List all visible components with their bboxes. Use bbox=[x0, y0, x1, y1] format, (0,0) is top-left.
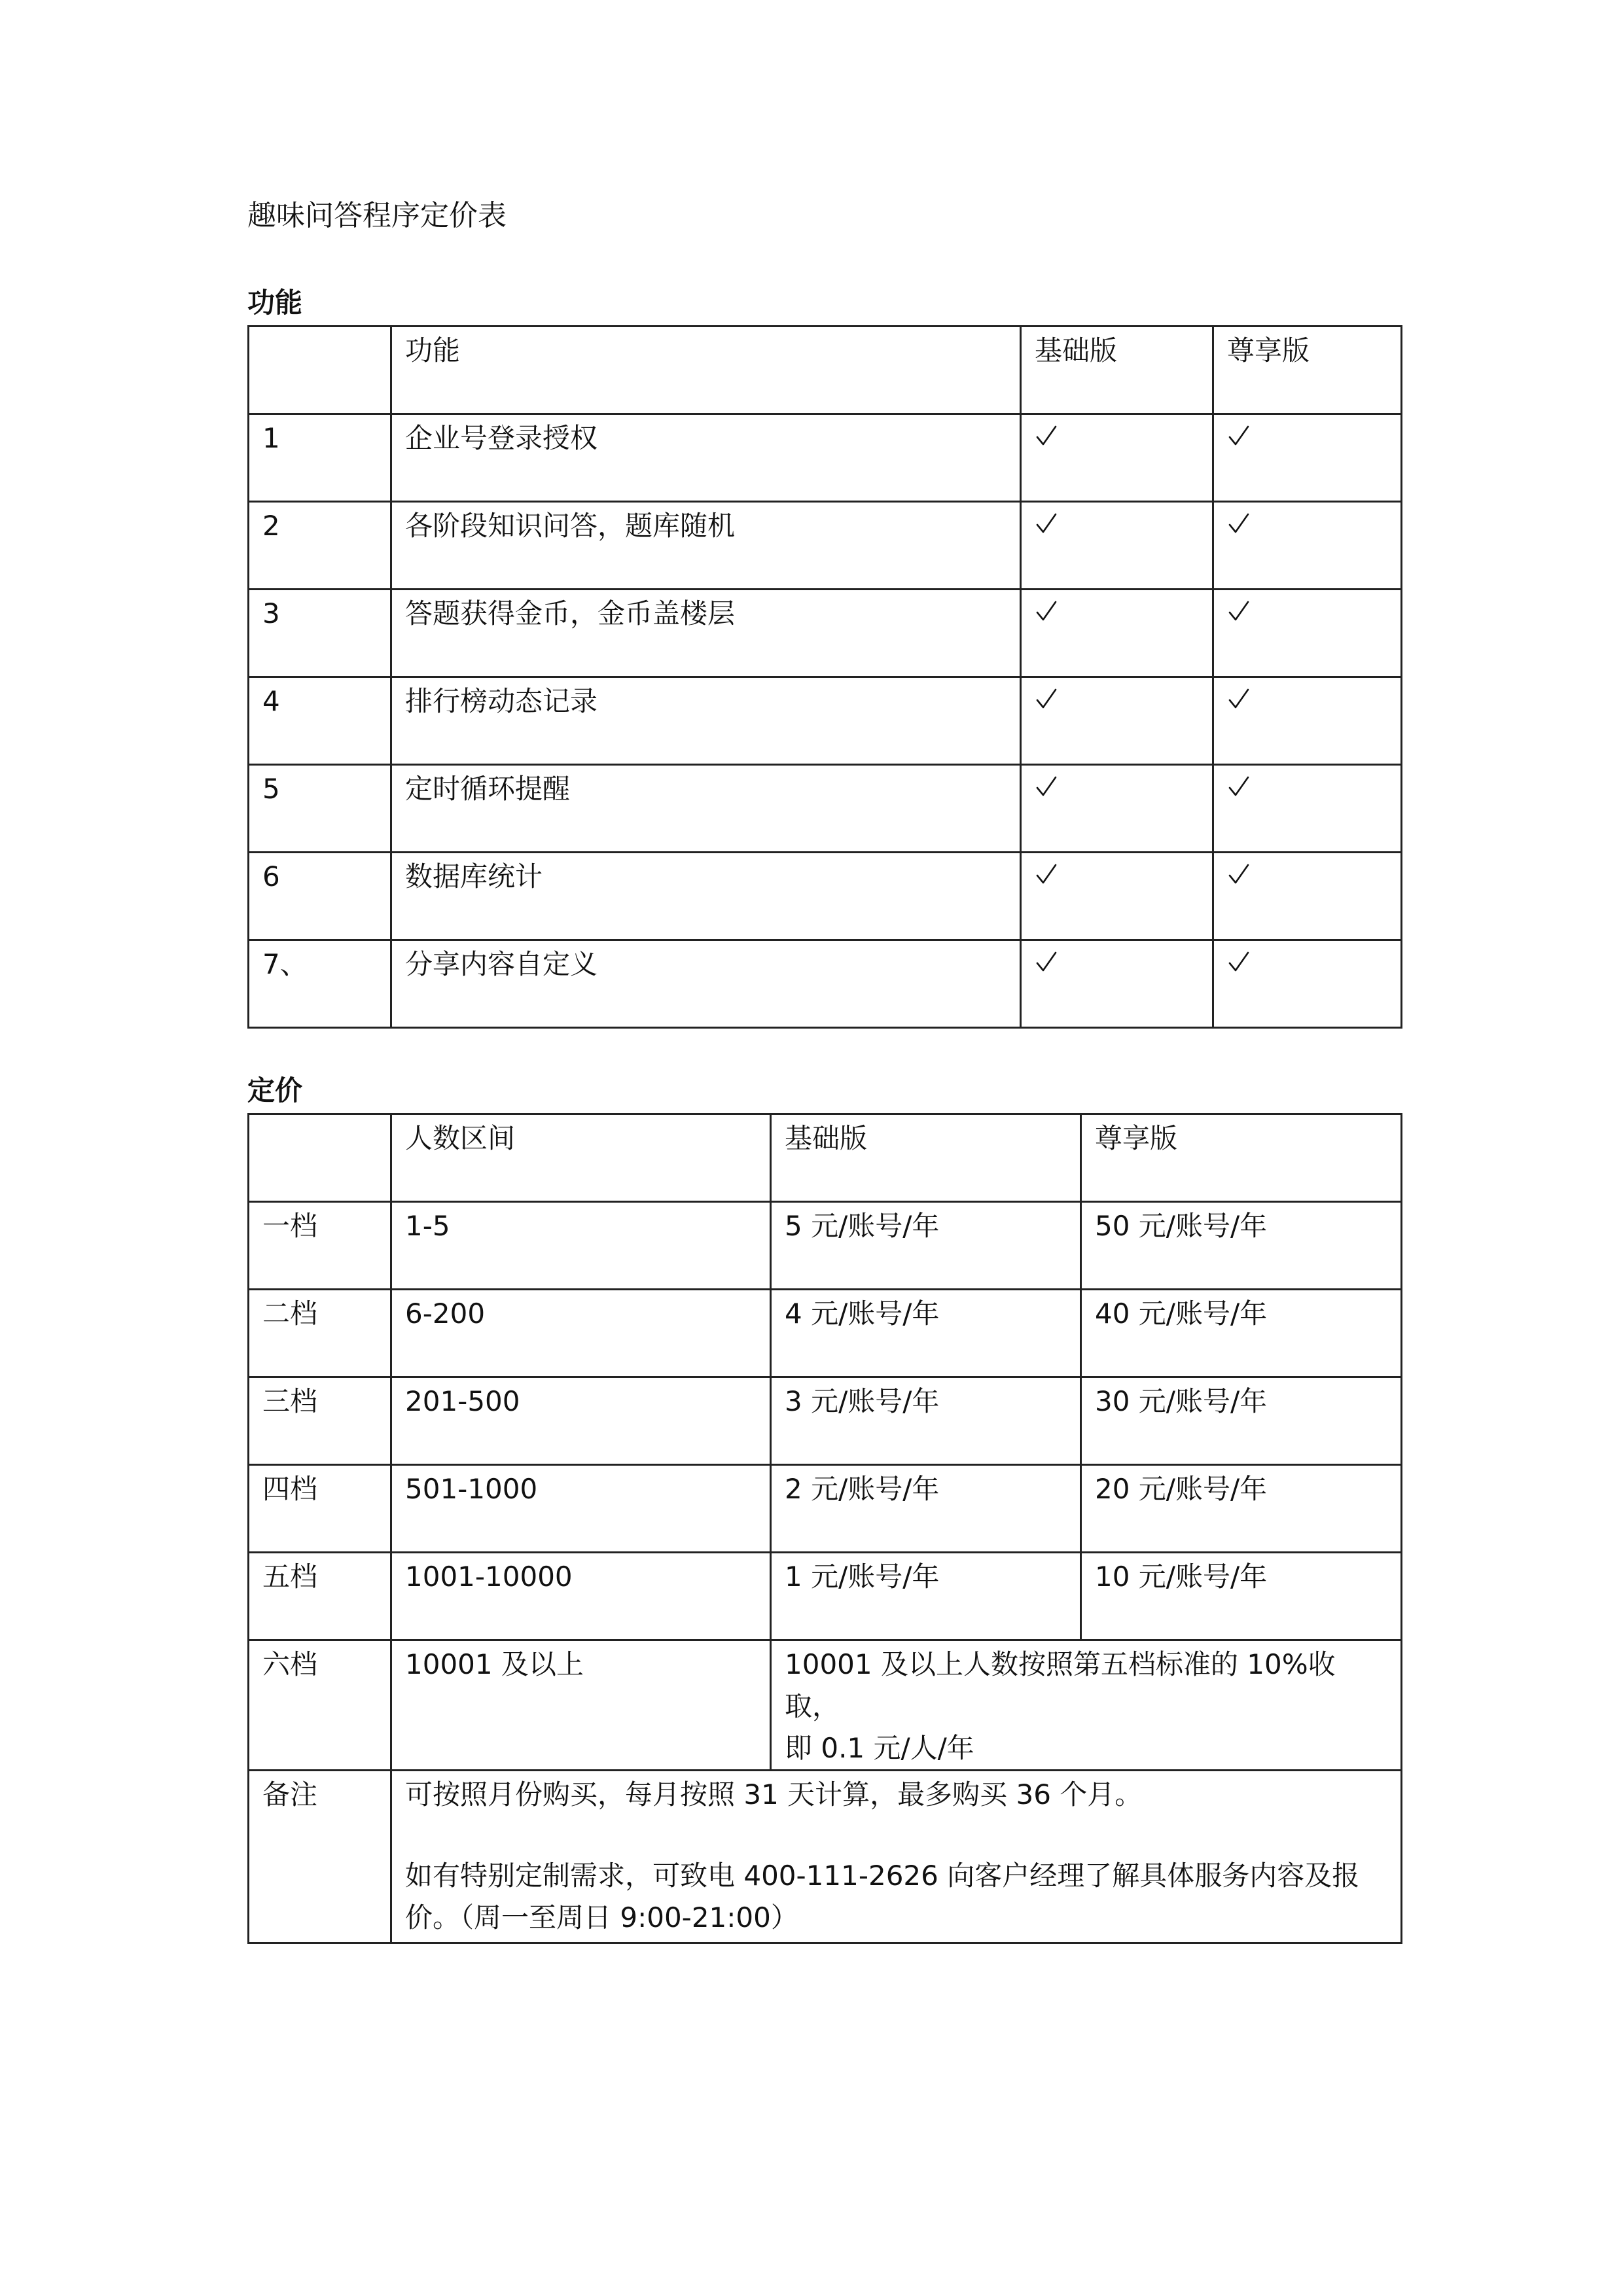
check-mark-icon bbox=[1035, 512, 1058, 535]
range-cell: 6-200 bbox=[391, 1290, 771, 1377]
feature-row bbox=[249, 414, 1402, 502]
basic-price-cell: 5 元/账号/年 bbox=[771, 1202, 1081, 1290]
pricing-row bbox=[249, 1202, 1402, 1290]
header-premium-cell: 尊享版 bbox=[1081, 1114, 1402, 1202]
check-mark-icon bbox=[1035, 687, 1058, 711]
feature-basic-cell bbox=[1021, 677, 1213, 765]
feature-name: 定时循环提醒 bbox=[391, 765, 1021, 853]
feature-index: 7、 bbox=[249, 940, 391, 1028]
feature-name: 数据库统计 bbox=[391, 853, 1021, 940]
range-cell: 501-1000 bbox=[391, 1465, 771, 1553]
feature-index: 6 bbox=[249, 853, 391, 940]
header-tier-cell bbox=[249, 1114, 391, 1202]
basic-price-cell: 2 元/账号/年 bbox=[771, 1465, 1081, 1553]
tier6-note-line1: 10001 及以上人数按照第五档标准的 10%收取， bbox=[785, 1648, 1336, 1722]
check-mark-icon bbox=[1035, 424, 1058, 448]
tier-label: 三档 bbox=[249, 1377, 391, 1465]
range-cell: 1001-10000 bbox=[391, 1553, 771, 1640]
feature-row bbox=[249, 677, 1402, 765]
pricing-row bbox=[249, 1290, 1402, 1377]
features-heading: 功能 bbox=[247, 287, 303, 319]
remarks-label: 备注 bbox=[249, 1771, 391, 1943]
header-basic-cell: 基础版 bbox=[771, 1114, 1081, 1202]
range-cell: 201-500 bbox=[391, 1377, 771, 1465]
pricing-row bbox=[249, 1553, 1402, 1640]
feature-premium-cell bbox=[1213, 765, 1402, 853]
basic-price-cell: 1 元/账号/年 bbox=[771, 1553, 1081, 1640]
pricing-row bbox=[249, 1465, 1402, 1553]
feature-premium-cell bbox=[1213, 940, 1402, 1028]
remark-spacer bbox=[405, 1816, 1387, 1855]
check-mark-icon bbox=[1227, 599, 1251, 623]
tier-label: 二档 bbox=[249, 1290, 391, 1377]
feature-basic-cell bbox=[1021, 502, 1213, 590]
features-table bbox=[247, 325, 1402, 1029]
feature-name: 企业号登录授权 bbox=[391, 414, 1021, 502]
header-range-cell: 人数区间 bbox=[391, 1114, 771, 1202]
premium-price-cell: 20 元/账号/年 bbox=[1081, 1465, 1402, 1553]
feature-name: 排行榜动态记录 bbox=[391, 677, 1021, 765]
feature-basic-cell bbox=[1021, 940, 1213, 1028]
check-mark-icon bbox=[1035, 599, 1058, 623]
feature-premium-cell bbox=[1213, 677, 1402, 765]
feature-row bbox=[249, 590, 1402, 677]
remarks-row bbox=[249, 1771, 1402, 1943]
pricing-header-row bbox=[249, 1114, 1402, 1202]
header-index-cell bbox=[249, 327, 391, 414]
header-feature-cell: 功能 bbox=[391, 327, 1021, 414]
tier-label: 四档 bbox=[249, 1465, 391, 1553]
feature-premium-cell bbox=[1213, 414, 1402, 502]
pricing-row-tier6 bbox=[249, 1640, 1402, 1771]
remark-line3: 价。（周一至周日 9:00-21:00） bbox=[405, 1901, 798, 1934]
check-mark-icon bbox=[1227, 512, 1251, 535]
tier6-note-line2: 即 0.1 元/人/年 bbox=[785, 1732, 974, 1764]
header-premium-cell: 尊享版 bbox=[1213, 327, 1402, 414]
feature-index: 3 bbox=[249, 590, 391, 677]
pricing-heading: 定价 bbox=[247, 1074, 303, 1106]
check-mark-icon bbox=[1035, 775, 1058, 798]
feature-premium-cell bbox=[1213, 590, 1402, 677]
check-mark-icon bbox=[1035, 950, 1058, 974]
header-basic-cell: 基础版 bbox=[1021, 327, 1213, 414]
feature-name: 答题获得金币，金币盖楼层 bbox=[391, 590, 1021, 677]
check-mark-icon bbox=[1227, 950, 1251, 974]
feature-name: 各阶段知识问答，题库随机 bbox=[391, 502, 1021, 590]
feature-row bbox=[249, 502, 1402, 590]
check-mark-icon bbox=[1227, 862, 1251, 886]
range-cell: 1-5 bbox=[391, 1202, 771, 1290]
feature-row bbox=[249, 853, 1402, 940]
premium-price-cell: 10 元/账号/年 bbox=[1081, 1553, 1402, 1640]
remark-line1: 可按照月份购买，每月按照 31 天计算，最多购买 36 个月。 bbox=[405, 1778, 1143, 1810]
feature-basic-cell bbox=[1021, 765, 1213, 853]
check-mark-icon bbox=[1227, 775, 1251, 798]
check-mark-icon bbox=[1035, 862, 1058, 886]
feature-index: 2 bbox=[249, 502, 391, 590]
feature-index: 1 bbox=[249, 414, 391, 502]
feature-premium-cell bbox=[1213, 502, 1402, 590]
basic-price-cell: 3 元/账号/年 bbox=[771, 1377, 1081, 1465]
basic-price-cell: 4 元/账号/年 bbox=[771, 1290, 1081, 1377]
pricing-table bbox=[247, 1113, 1402, 1944]
feature-basic-cell bbox=[1021, 590, 1213, 677]
document-title: 趣味问答程序定价表 bbox=[247, 199, 507, 232]
premium-price-cell: 30 元/账号/年 bbox=[1081, 1377, 1402, 1465]
range-cell: 10001 及以上 bbox=[391, 1640, 771, 1771]
remark-line2: 如有特别定制需求，可致电 400-111-2626 向客户经理了解具体服务内容及报 bbox=[405, 1860, 1360, 1892]
premium-price-cell: 50 元/账号/年 bbox=[1081, 1202, 1402, 1290]
remarks-cell bbox=[391, 1771, 1402, 1943]
feature-row bbox=[249, 765, 1402, 853]
premium-price-cell: 40 元/账号/年 bbox=[1081, 1290, 1402, 1377]
check-mark-icon bbox=[1227, 424, 1251, 448]
feature-premium-cell bbox=[1213, 853, 1402, 940]
check-mark-icon bbox=[1227, 687, 1251, 711]
feature-row bbox=[249, 940, 1402, 1028]
feature-basic-cell bbox=[1021, 853, 1213, 940]
feature-basic-cell bbox=[1021, 414, 1213, 502]
tier-label: 一档 bbox=[249, 1202, 391, 1290]
tier6-note-cell bbox=[771, 1640, 1402, 1771]
feature-name: 分享内容自定义 bbox=[391, 940, 1021, 1028]
tier-label: 五档 bbox=[249, 1553, 391, 1640]
pricing-row bbox=[249, 1377, 1402, 1465]
tier-label: 六档 bbox=[249, 1640, 391, 1771]
feature-index: 4 bbox=[249, 677, 391, 765]
features-header-row bbox=[249, 327, 1402, 414]
feature-index: 5 bbox=[249, 765, 391, 853]
